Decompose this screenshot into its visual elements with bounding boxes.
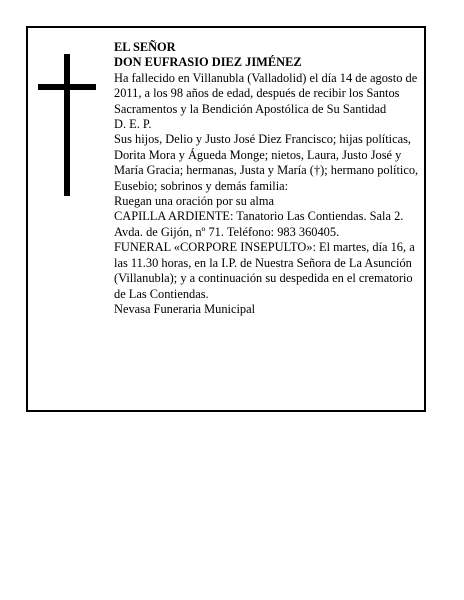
funeral-info: FUNERAL «CORPORE INSEPULTO»: El martes, día 16, a las 11.30 horas, en la I.P. de Nuestra Señora de La Asunción (Villanubla); y a continuación su despedida en el crematorio de Las Contiendas. [114, 240, 415, 301]
rest-in-peace: D. E. P. [114, 117, 152, 132]
cross-vertical-bar [64, 54, 70, 196]
chapel-info: CAPILLA ARDIENTE: Tanatorio Las Contiendas. Sala 2. Avda. de Gijón, nº 71. Teléfono: 983 360405. [114, 209, 404, 239]
deceased-honorific: EL SEÑOR [114, 40, 176, 54]
family-list: Sus hijos, Delio y Justo José Diez Francisco; hijas políticas, Dorita Mora y Águeda Monge; nietos, Laura, Justo José y María Gracia; hermanas, Justa y María (†); hermano político, Eusebio; sobrinos y demás familia: [114, 132, 419, 193]
cross-horizontal-bar [38, 84, 96, 90]
prayer-request: Ruegan una oración por su alma [114, 194, 274, 209]
obituary-text-block [114, 40, 422, 317]
cross-icon [38, 54, 96, 196]
funeral-home: Nevasa Funeraria Municipal [114, 301, 256, 316]
death-announcement: Ha fallecido en Villanubla (Valladolid) el día 14 de agosto de 2011, a los 98 años de edad, después de recibir los Santos Sacramentos y la Bendición Apostólica de Su Santidad [114, 70, 418, 116]
deceased-name: DON EUFRASIO DIEZ JIMÉNEZ [114, 55, 302, 70]
